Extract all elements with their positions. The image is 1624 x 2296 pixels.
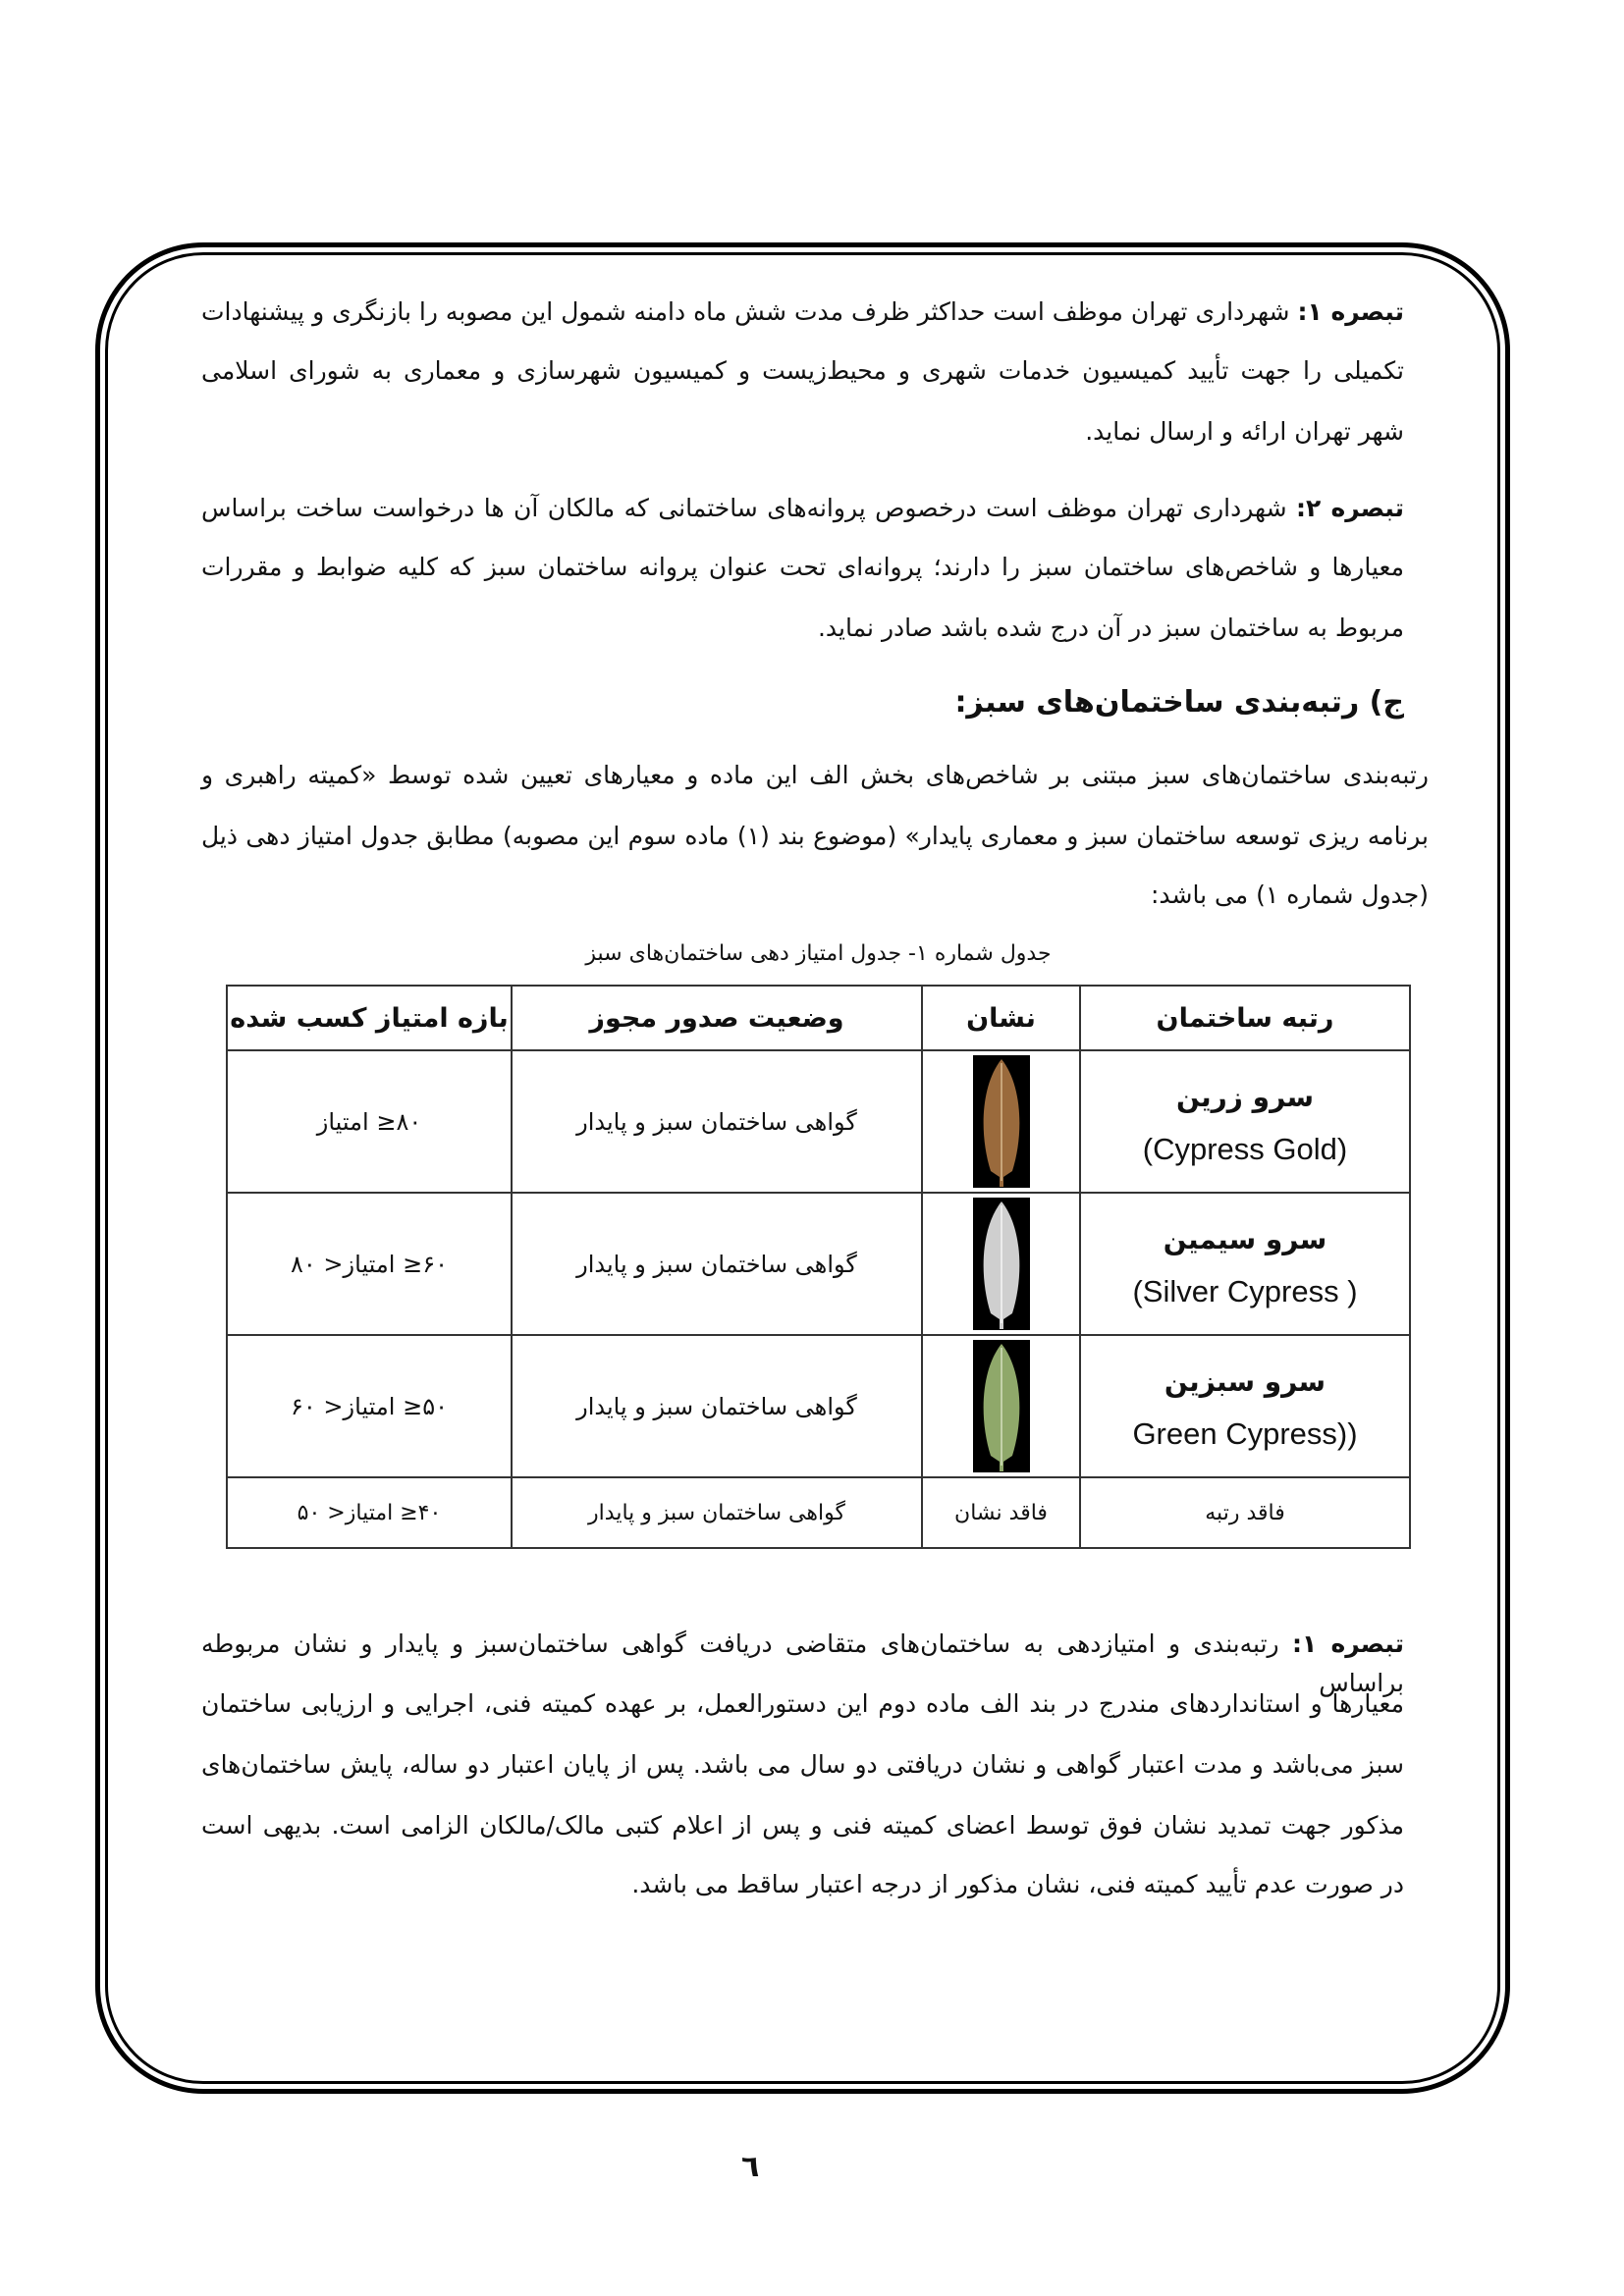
- rank-cell: [1080, 1050, 1410, 1193]
- header-status: وضعیت صدور مجوز: [512, 986, 922, 1050]
- header-rank: رتبه ساختمان: [1080, 986, 1410, 1050]
- note2-label: تبصره ۲:: [1295, 494, 1404, 522]
- green-leaf-icon: [973, 1340, 1030, 1472]
- scoring-table: [226, 985, 1411, 1549]
- rank-cell: فاقد رتبه: [1080, 1477, 1410, 1548]
- intro-line-2: برنامه ریزی توسعه ساختمان سبز و معماری پایدار» (موضوع بند (۱) ماده سوم این مصوبه) مطابق جدول امتیاز دهی ذیل: [201, 822, 1430, 850]
- badge-cell: [922, 1193, 1080, 1335]
- note1-text: شهرداری تهران موظف است حداکثر ظرف مدت شش ماه دامنه شمول این مصوبه را بازنگری و پیشنهادات: [201, 297, 1290, 326]
- gold-leaf-icon: [973, 1055, 1030, 1188]
- note3-text: رتبه‌بندی و امتیازدهی به ساختمان‌های متقاضی دریافت گواهی ساختمان‌سبز و پایدار و نشان مربوطه براساس: [201, 1629, 1404, 1697]
- range-cell: ۸۰≤ امتیاز: [227, 1050, 512, 1193]
- note1-line-3: شهر تهران ارائه و ارسال نماید.: [1085, 417, 1404, 446]
- note1-line-2: تکمیلی را جهت تأیید کمیسیون خدمات شهری و محیط‌زیست و کمیسیون شهرسازی و معماری به شورای اسلامی: [201, 356, 1404, 385]
- range-cell: ۶۰≤ امتیاز< ۸۰: [227, 1193, 512, 1335]
- rank-cell: [1080, 1193, 1410, 1335]
- silver-leaf-icon: [973, 1198, 1030, 1330]
- header-badge: نشان: [922, 986, 1080, 1050]
- intro-line-1: رتبه‌بندی ساختمان‌های سبز مبتنی بر شاخص‌های بخش الف این ماده و معیارهای تعیین شده توسط «کمیته راهبری و: [201, 761, 1429, 789]
- range-cell: ۴۰≤ امتیاز< ۵۰: [227, 1477, 512, 1548]
- page-number: ٦: [741, 2150, 760, 2184]
- table-row: [227, 1050, 1410, 1193]
- table-header-row: [227, 986, 1410, 1050]
- badge-cell: [922, 1050, 1080, 1193]
- table-row: [227, 1477, 1410, 1548]
- rank-cell: [1080, 1335, 1410, 1477]
- status-cell: گواهی ساختمان سبز و پایدار: [512, 1193, 922, 1335]
- note3-line-2: معیارها و استانداردهای مندرج در بند الف ماده دوم این دستورالعمل، بر عهده کمیته فنی، اجرایی و ارزیابی ساختمان: [201, 1689, 1404, 1718]
- badge-cell: فاقد نشان: [922, 1477, 1080, 1548]
- range-cell: ۵۰≤ امتیاز< ۶۰: [227, 1335, 512, 1477]
- table-caption: جدول شماره ۱- جدول امتیاز دهی ساختمان‌های سبز: [585, 941, 1052, 966]
- note2-line-3: مربوط به ساختمان سبز در آن درج شده باشد صادر نماید.: [817, 614, 1404, 642]
- section-heading: ج) رتبه‌بندی ساختمان‌های سبز:: [954, 685, 1404, 720]
- rank-fa: سرو سیمین: [1163, 1222, 1327, 1255]
- rank-fa: سرو سبزین: [1164, 1364, 1326, 1398]
- header-range: بازه امتیاز کسب شده: [227, 986, 512, 1050]
- note3-line-5: در صورت عدم تأیید کمیته فنی، نشان مذکور از درجه اعتبار ساقط می باشد.: [631, 1870, 1404, 1898]
- rank-en: (Cypress Gold): [1142, 1131, 1348, 1166]
- status-cell: گواهی ساختمان سبز و پایدار: [512, 1335, 922, 1477]
- table-row: [227, 1335, 1410, 1477]
- rank-en: (Silver Cypress ): [1132, 1273, 1358, 1308]
- status-cell: گواهی ساختمان سبز و پایدار: [512, 1477, 922, 1548]
- note3-label: تبصره ۱:: [1292, 1629, 1405, 1658]
- rank-fa: سرو زرین: [1175, 1080, 1315, 1113]
- note2-text: شهرداری تهران موظف است درخصوص پروانه‌های ساختمانی که مالکان آن ها درخواست ساخت براساس: [201, 494, 1287, 522]
- note1-label: تبصره ۱:: [1297, 297, 1404, 326]
- note2-line-2: معیارها و شاخص‌های ساختمان سبز را دارند؛ پروانه‌ای تحت عنوان پروانه ساختمان سبز که کلیه ضوابط و مقررات: [201, 553, 1404, 581]
- table-row: [227, 1193, 1410, 1335]
- rank-en: Green Cypress)): [1132, 1415, 1358, 1451]
- note3-line-3: سبز می‌باشد و مدت اعتبار گواهی و نشان دریافتی دو سال می باشد. پس از پایان اعتبار دو ساله، پایش ساختمان‌های: [201, 1750, 1404, 1779]
- status-cell: گواهی ساختمان سبز و پایدار: [512, 1050, 922, 1193]
- intro-line-3: (جدول شماره ۱) می باشد:: [1150, 881, 1429, 909]
- badge-cell: [922, 1335, 1080, 1477]
- note1-line-1: [201, 293, 1404, 332]
- note2-line-1: [201, 489, 1404, 528]
- note3-line-4: مذکور جهت تمدید نشان فوق توسط اعضای کمیته فنی و پس از اعلام کتبی مالک/مالکان الزامی است. بدیهی است: [201, 1811, 1404, 1840]
